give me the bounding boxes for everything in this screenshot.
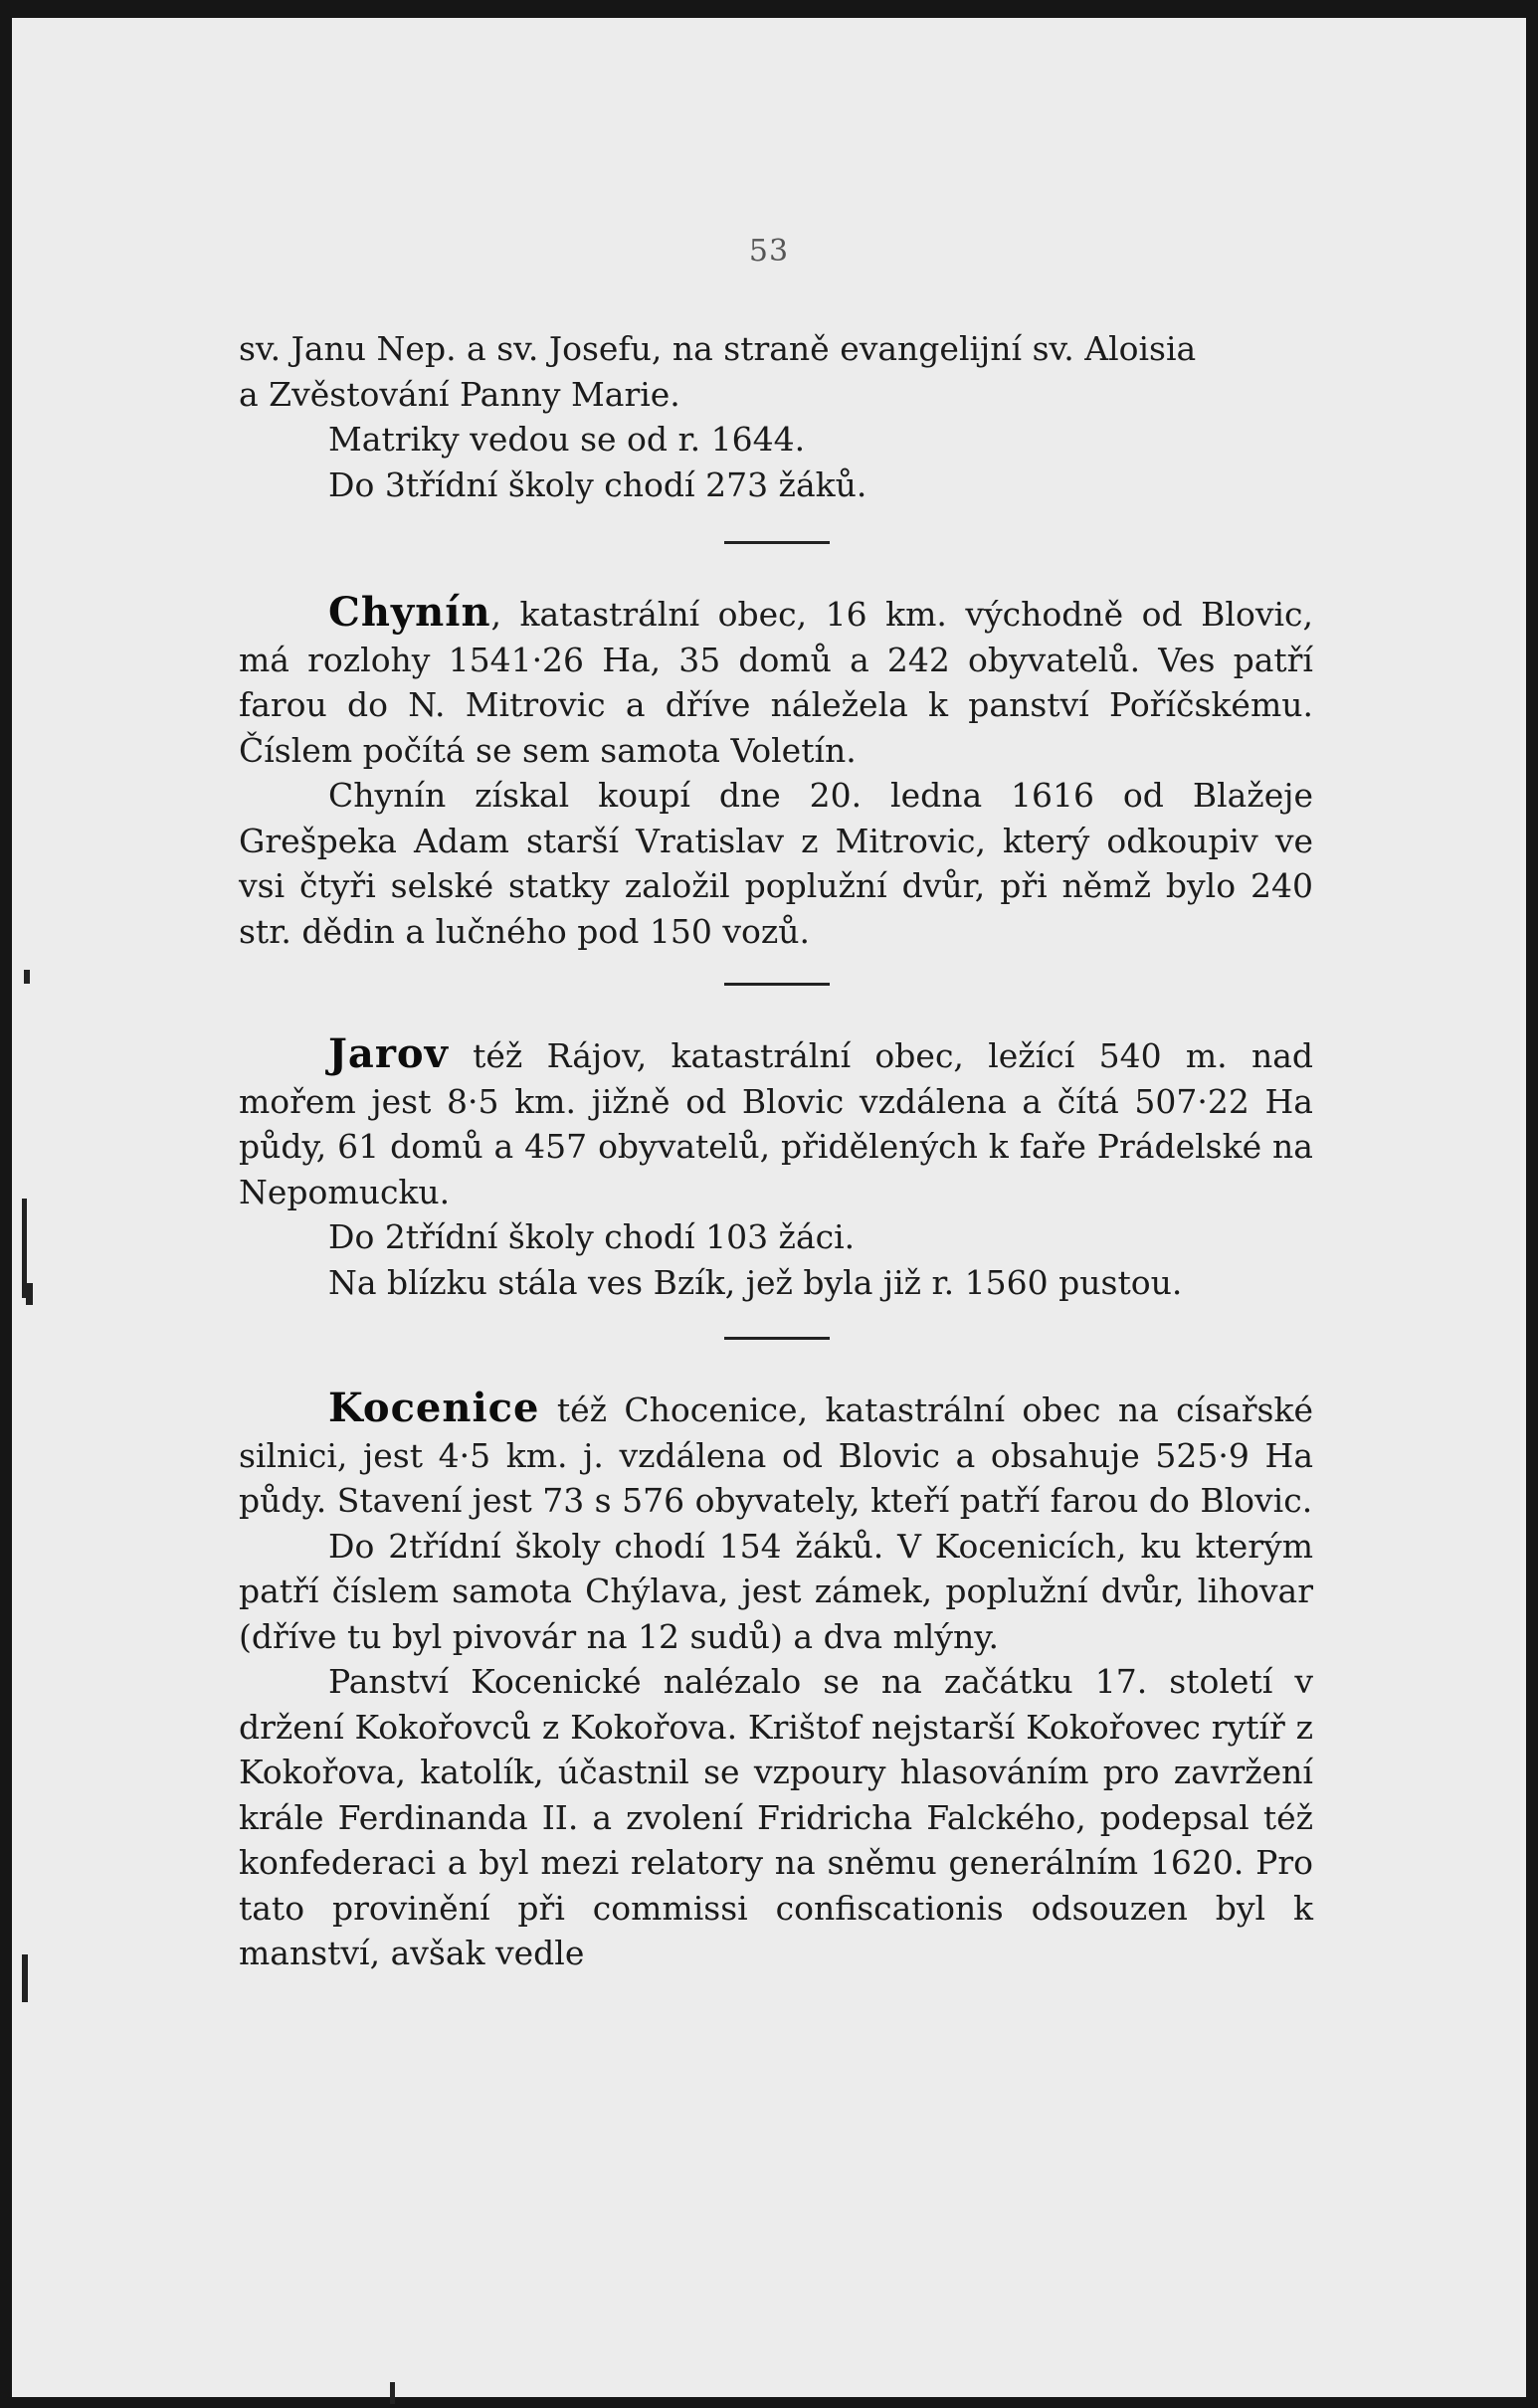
- entry-chynin-lead: [239, 590, 1313, 773]
- page-number: 53: [748, 234, 790, 269]
- entry-jarov-title: Jarov: [328, 1030, 449, 1077]
- entry-kocenice-paragraph-1: Do 2třídní školy chodí 154 žáků. V Kocenicích, ku kterým patří číslem samota Chýlava, jest zámek, poplužní dvůr, lihovar (dříve tu byl pivovár na 12 sudů) a dva mlýny.: [239, 1526, 1313, 1656]
- entry-jarov-paragraph-1: Do 2třídní školy chodí 103 žáci.: [328, 1217, 856, 1256]
- section-divider-2: [724, 983, 830, 986]
- intro-matriky: Matriky vedou se od r. 1644.: [328, 420, 806, 459]
- entry-jarov-text: též Rájov, katastrální obec, ležící 540 m. nad mořem jest 8·5 km. jižně od Blovic vzdálena a čítá 507·22 Ha půdy, 61 domů a 457 obyvatelů, přidělených k faře Prádelské na Nepomucku.: [239, 1036, 1313, 1211]
- intro-skola: Do 3třídní školy chodí 273 žáků.: [328, 464, 867, 504]
- entry-kocenice-lead: [239, 1386, 1313, 1524]
- entry-chynin-title: Chynín: [328, 589, 491, 636]
- entry-jarov-lead: [239, 1031, 1313, 1214]
- intro-block: [239, 326, 1313, 507]
- entry-jarov-paragraph-2: Na blízku stála ves Bzík, jež byla již r. 1560 pustou.: [328, 1262, 1183, 1302]
- entry-chynin-text: , katastrální obec, 16 km. východně od Blovic, má rozlohy 1541·26 Ha, 35 domů a 242 obyvatelů. Ves patří farou do N. Mitrovic a dříve náležela k panství Poříčskému. Číslem počítá se sem samota Voletín.: [239, 595, 1313, 770]
- scan-mark-left-3: [26, 1283, 33, 1305]
- entry-kocenice: [239, 1386, 1313, 1976]
- intro-line-2: a Zvěstování Panny Marie.: [239, 374, 680, 414]
- intro-line-1: sv. Janu Nep. a sv. Josefu, na straně evangelijní sv. Aloisia: [239, 329, 1197, 368]
- entry-chynin: [239, 590, 1313, 954]
- scan-mark-left-1: [24, 970, 30, 984]
- entry-kocenice-text: též Chocenice, katastrální obec na císařské silnici, jest 4·5 km. j. vzdálena od Blovic a obsahuje 525·9 Ha půdy. Stavení jest 73 s 576 obyvately, kteří patří farou do Blovic.: [239, 1390, 1313, 1520]
- entry-kocenice-title: Kocenice: [328, 1385, 540, 1431]
- section-divider-1: [724, 541, 830, 544]
- entry-jarov: [239, 1031, 1313, 1305]
- entry-chynin-paragraph: Chynín získal koupí dne 20. ledna 1616 od Blažeje Grešpeka Adam starší Vratislav z Mitrovic, který odkoupiv ve vsi čtyři selské statky založil poplužní dvůr, při němž bylo 240 str. dědin a lučného pod 150 vozů.: [239, 776, 1313, 951]
- entry-kocenice-paragraph-2: Panství Kocenické nalézalo se na začátku 17. století v držení Kokořovců z Kokořova. Krištof nejstarší Kokořovec rytíř z Kokořova, katolík, účastnil se vzpoury hlasováním pro zavržení krále Ferdinanda II. a zvolení Fridricha Falckého, podepsal též konfederaci a byl mezi relatory na sněmu generálním 1620. Pro tato provinění při commissi confiscationis odsouzen byl k manství, avšak vedle: [239, 1662, 1313, 1972]
- section-divider-3: [724, 1337, 830, 1340]
- scan-mark-left-4: [22, 1954, 28, 2002]
- scan-mark-bottom: [390, 2382, 395, 2404]
